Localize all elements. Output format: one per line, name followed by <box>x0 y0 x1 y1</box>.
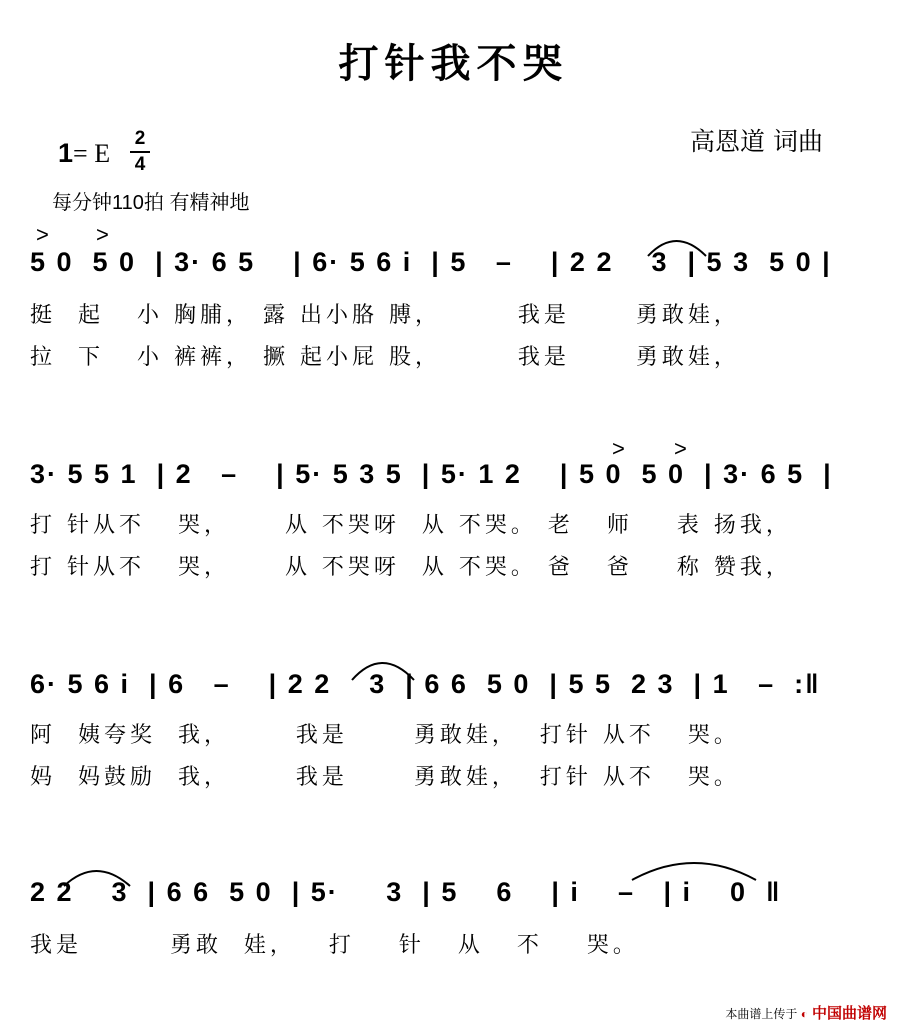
slur-tie <box>64 871 130 886</box>
lyric-line-4-verse-1: 我是 勇敢 娃， 打 针 从 不 哭。 <box>30 933 639 958</box>
footer-credit <box>725 1002 887 1023</box>
note-sequence: 2 2 3 | 6 6 5 0 | 5· 3 | 5 6 | i – | i 0 ‖ <box>30 877 782 907</box>
lyric-line-3-verse-2: 妈 妈鼓励 我， 我是 勇敢娃， 打针 从不 哭。 <box>30 765 740 790</box>
lyric-line-2-verse-2: 打 针从不 哭， 从 不哭呀 从 不哭。 爸 爸 称 赞我， <box>30 555 792 580</box>
time-sig-bottom: 4 <box>134 154 146 175</box>
note-sequence: 6· 5 6 i | 6 – | 2 2 3 | 6 6 5 0 | 5 5 2 3 | 1 – :‖ <box>30 669 821 699</box>
composer-credit: 高恩道 词曲 <box>690 127 823 156</box>
lyric-line-1-verse-2: 拉 下 小 裤裤， 撅 起小屁 股， 我是 勇敢娃， <box>30 345 740 370</box>
time-sig-top: 2 <box>134 128 146 149</box>
note-sequence: 3· 5 5 1 | 2 – | 5· 5 3 5 | 5· 1 2 | 5 0 5 0 | 3· 6 5 | <box>30 459 833 489</box>
lyric-line-2-verse-1: 打 针从不 哭， 从 不哭呀 从 不哭。 老 师 表 扬我， <box>30 513 792 538</box>
slur-tie <box>352 663 414 680</box>
tempo-marking: 每分钟110拍 有精神地 <box>52 192 250 214</box>
footer-text: 本曲谱上传于 <box>725 1007 798 1021</box>
slur-tie <box>632 863 756 880</box>
site-logo-icon: ◐ <box>800 1007 808 1021</box>
slur-tie <box>648 241 706 256</box>
accent-mark: > <box>674 436 687 461</box>
accent-mark: > <box>96 222 109 247</box>
key-one: 1 <box>58 138 74 168</box>
lyric-line-3-verse-1: 阿 姨夸奖 我， 我是 勇敢娃， 打针 从不 哭。 <box>30 723 740 748</box>
note-sequence: 5 0 5 0 | 3· 6 5 | 6· 5 6 i | 5 – | 2 2 3 | 5 3 5 0 | <box>30 247 832 277</box>
song-title: 打针我不哭 <box>338 40 569 87</box>
key-equals: = E <box>73 139 111 168</box>
lyric-line-1-verse-1: 挺 起 小 胸脯， 露 出小胳 膊， 我是 勇敢娃， <box>30 303 740 328</box>
accent-mark: > <box>612 436 625 461</box>
accent-mark: > <box>36 222 49 247</box>
site-logo: 中国曲谱网 <box>811 1005 887 1022</box>
